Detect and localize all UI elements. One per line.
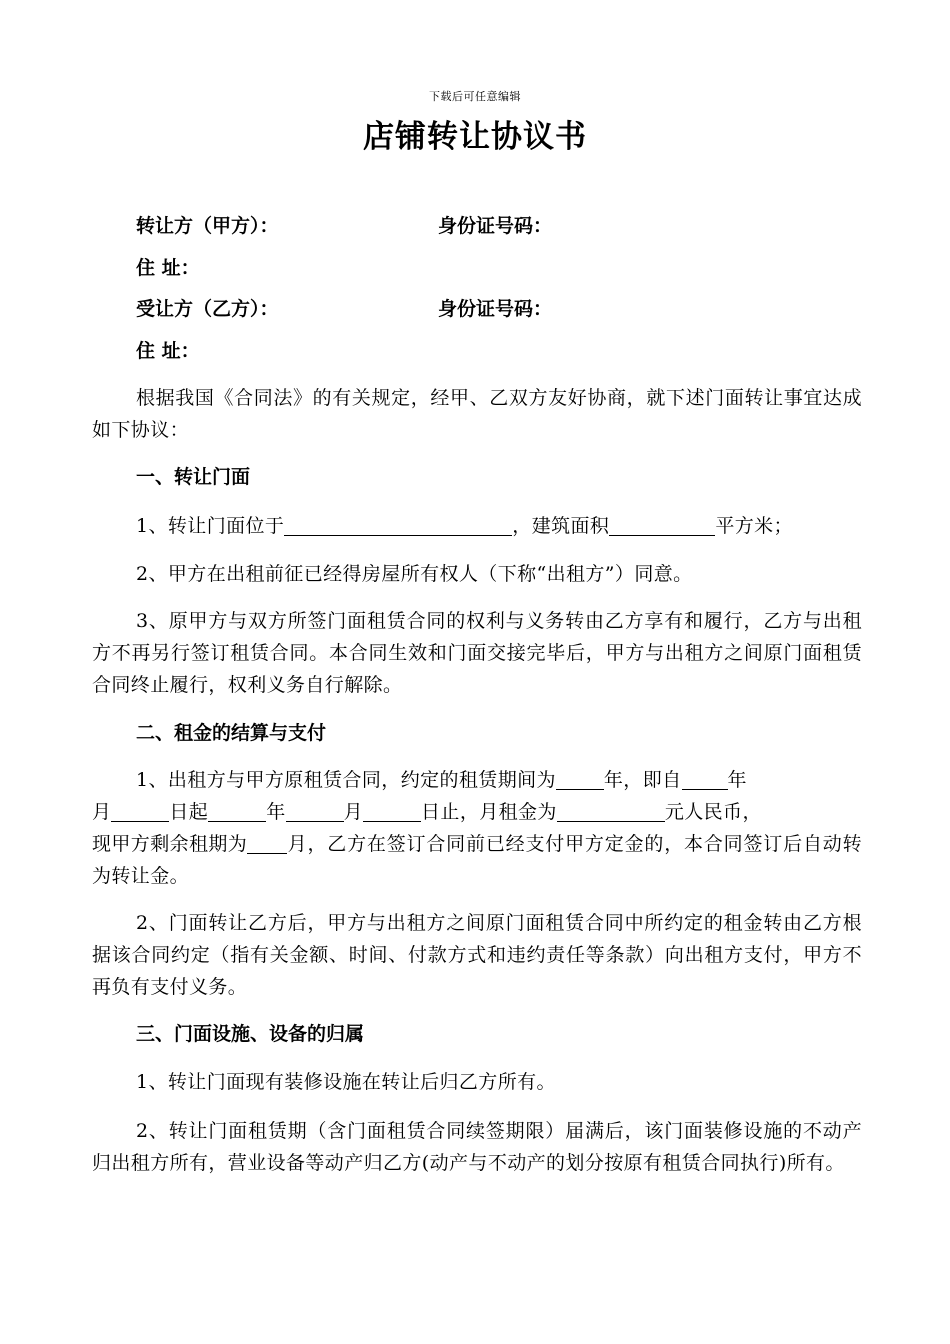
s2-item1-text-f: 年	[266, 801, 286, 823]
start-month-blank	[111, 801, 169, 822]
section2-item1	[92, 764, 862, 892]
transferor-label: 转让方（甲方）：	[136, 215, 279, 237]
header-note: 下载后可任意编辑	[429, 90, 521, 103]
s2-item1-text-i: 元人民币，	[664, 801, 762, 823]
location-blank	[284, 515, 512, 536]
end-month-blank	[286, 801, 344, 822]
section2-item2: 2、门面转让乙方后，甲方与出租方之间原门面租赁合同中所约定的租金转由乙方根据该合同约定（指有关金额、时间、付款方式和违约责任等条款）向出租方支付，甲方不再负有支付义务。	[92, 912, 862, 998]
s2-item1-text-a: 1、出租方与甲方原租赁合同，约定的租赁期间为	[136, 769, 556, 791]
transferor-line	[136, 214, 553, 238]
section1-item3: 3、原甲方与双方所签门面租赁合同的权利与义务转由乙方享有和履行，乙方与出租方不再另行签订租赁合同。本合同生效和门面交接完毕后，甲方与出租方之间原门面租赁合同终止履行，权利义务自行解除。	[92, 610, 862, 696]
monthly-rent-blank	[557, 801, 665, 822]
s2-item1-text-e: 日起	[169, 801, 209, 823]
transferor-address-label: 住 址：	[136, 257, 200, 279]
end-year-blank	[208, 801, 266, 822]
transferor-address-line	[136, 256, 200, 280]
document-title: 店铺转让协议书	[363, 119, 587, 155]
end-day-blank	[363, 801, 421, 822]
section3-item1: 1、转让门面现有装修设施在转让后归乙方所有。	[136, 1071, 556, 1093]
s1-item1-text-a: 1、转让门面位于	[136, 515, 285, 537]
s2-item1-text-j: 现甲方剩余租期为	[92, 833, 248, 855]
transferor-id-label: 身份证号码：	[438, 215, 553, 237]
s2-item1-text-g: 月	[343, 801, 364, 823]
section1-item1	[92, 510, 862, 542]
section3-item2: 2、转让门面租赁期（含门面租赁合同续签期限）届满后，该门面装修设施的不动产归出租方所有，营业设备等动产归乙方(动产与不动产的划分按原有租赁合同执行)所有。	[92, 1120, 862, 1174]
lease-years-blank	[556, 769, 604, 790]
s2-item1-text-b: 年，即自	[603, 769, 682, 791]
s1-item1-text-c: 平方米；	[715, 515, 793, 537]
section1-heading: 一、转让门面	[136, 466, 251, 488]
transferee-label: 受让方（乙方）：	[136, 298, 279, 320]
s2-item1-text-k: 月，乙方在签订合同前已经支付甲方定金的，本合同签订后自动转为转让金。	[92, 833, 862, 887]
s1-item1-text-b: ，建筑面积	[512, 515, 610, 537]
s2-item1-text-h: 日止，月租金为	[421, 801, 557, 823]
transferee-address-label: 住 址：	[136, 340, 200, 362]
area-blank	[609, 515, 715, 536]
section3-heading: 三、门面设施、设备的归属	[136, 1023, 365, 1045]
s2-item1-text-c: 年	[727, 769, 747, 791]
section1-item2: 2、甲方在出租前征已经得房屋所有权人（下称“出租方”）同意。	[136, 563, 693, 585]
transferee-address-line	[136, 339, 200, 363]
start-year-blank	[682, 769, 728, 790]
intro-paragraph: 根据我国《合同法》的有关规定，经甲、乙双方友好协商，就下述门面转让事宜达成如下协议：	[92, 387, 862, 441]
section2-heading: 二、租金的结算与支付	[136, 722, 327, 744]
transferee-id-label: 身份证号码：	[438, 298, 553, 320]
transferee-line	[136, 297, 553, 321]
s2-item1-text-d: 月	[92, 801, 112, 823]
remaining-months-blank	[247, 833, 287, 854]
